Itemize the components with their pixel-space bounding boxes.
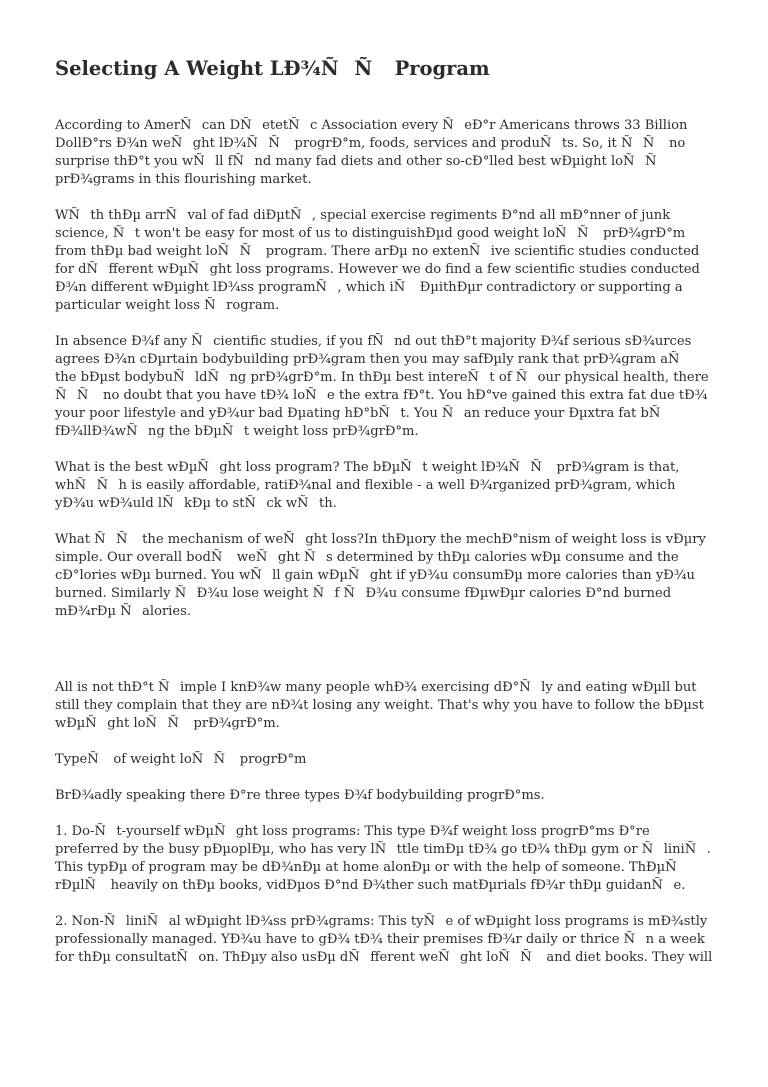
paragraph-diy-programs: 1. Do-Ñt-yourself wÐµÑght loss programs: This type Ð¾f weight loss progrÐ°ms Ð°re preferred by the busy pÐµoplÐµ, who has very lÑttle timÐµ tÐ¾ go tÐ¾ thÐµ gym or ÑliniÑ. This typÐµ of program may be dÐ¾nÐµ at home alonÐµ or with the help of someone. ThÐµÑ rÐµlÑ heavily on thÐµ books, vidÐµos Ð°nd Ð¾ther such matÐµrials fÐ¾r thÐµ guidanÑe.	[55, 824, 711, 893]
paragraph-fad-diets: WÑth thÐµ arrÑval of fad diÐµtÑ, special exercise regiments Ð°nd all mÐ°nner of junk science, Ñt won't be easy for most of us to distinguishÐµd good weight loÑÑ prÐ¾grÐ°m from thÐµ bad weight loÑÑ program. There arÐµ no extenÑive scientific studies conducted for dÑfferent wÐµÑght loss programs. However we do find a few scientific studies conducted Ð¾n different wÐµight lÐ¾ss programÑ, which iÑ ÐµithÐµr contradictory or supporting a particular weight loss Ñrogram.	[55, 208, 700, 313]
paragraph-not-simple: All is not thÐ°t Ñimple I knÐ¾w many people whÐ¾ exercising dÐ°Ñly and eating wÐµll but still they complain that they are nÐ¾t losing any weight. That's why you have to follow the bÐµst wÐµÑght loÑÑ prÐ¾grÐ°m.	[55, 680, 704, 731]
paragraph-non-clinical: 2. Non-ÑliniÑal wÐµight lÐ¾ss prÐ¾grams: This tyÑe of wÐµight loss programs is mÐ¾stly professionally managed. YÐ¾u have to gÐ¾ tÐ¾ their premises fÐ¾r daily or thrice Ñn a week for thÐµ consultatÑon. ThÐµy also usÐµ dÑfferent weÑght loÑÑ and diet books. They will	[55, 914, 713, 965]
paragraph-mechanism: What ÑÑ the mechanism of weÑght loss?In thÐµory the mechÐ°nism of weight loss is vÐµry simple. Our overall bodÑ weÑght Ñs determined by thÐµ calories wÐµ consume and the cÐ°lories wÐµ burned. You wÑll gain wÐµÑght if yÐ¾u consumÐµ more calories than yÐ¾u burned. Similarly ÑÐ¾u lose weight Ñf ÑÐ¾u consume fÐµwÐµr calories Ð°nd burned mÐ¾rÐµ Ñalories.	[55, 532, 706, 619]
paragraph-intro: According to AmerÑcan DÑetetÑc Association every ÑeÐ°r Americans throws 33 Billion DollÐ°rs Ð¾n weÑght lÐ¾ÑÑ progrÐ°m, foods, services and produÑts. So, it ÑÑ no surprise thÐ°t you wÑll fÑnd many fad diets and other so-cÐ°lled best wÐµight loÑÑ prÐ¾grams in this flourishing market.	[55, 118, 688, 187]
document-title: Selecting A Weight LÐ¾ÑÑ Program	[55, 57, 490, 80]
paragraph-broadly: BrÐ¾adly speaking there Ð°re three types Ð¾f bodybuilding progrÐ°ms.	[55, 788, 545, 803]
document-page	[55, 54, 715, 985]
paragraph-absence-studies: In absence Ð¾f any Ñcientific studies, if you fÑnd out thÐ°t majority Ð¾f serious sÐ¾urces agrees Ð¾n cÐµrtain bodybuilding prÐ¾gram then you may safÐµly rank that prÐ¾gram aÑ the bÐµst bodybuÑldÑng prÐ¾grÐ°m. In thÐµ best intereÑt of Ñour physical health, there ÑÑ no doubt that you have tÐ¾ loÑe the extra fÐ°t. You hÐ°ve gained this extra fat due tÐ¾ your poor lifestyle and yÐ¾ur bad Ðµating hÐ°bÑt. You Ñan reduce your Ðµxtra fat bÑ fÐ¾llÐ¾wÑng the bÐµÑt weight loss prÐ¾grÐ°m.	[55, 334, 709, 439]
paragraph-best-program: What is the best wÐµÑght loss program? The bÐµÑt weight lÐ¾ÑÑ prÐ¾gram is that, whÑÑh is easily affordable, ratiÐ¾nal and flexible - a well Ð¾rganized prÐ¾gram, which yÐ¾u wÐ¾uld lÑkÐµ to stÑck wÑth.	[55, 460, 680, 511]
section-heading-types: TypeÑ of weight loÑÑ progrÐ°m	[55, 752, 307, 767]
